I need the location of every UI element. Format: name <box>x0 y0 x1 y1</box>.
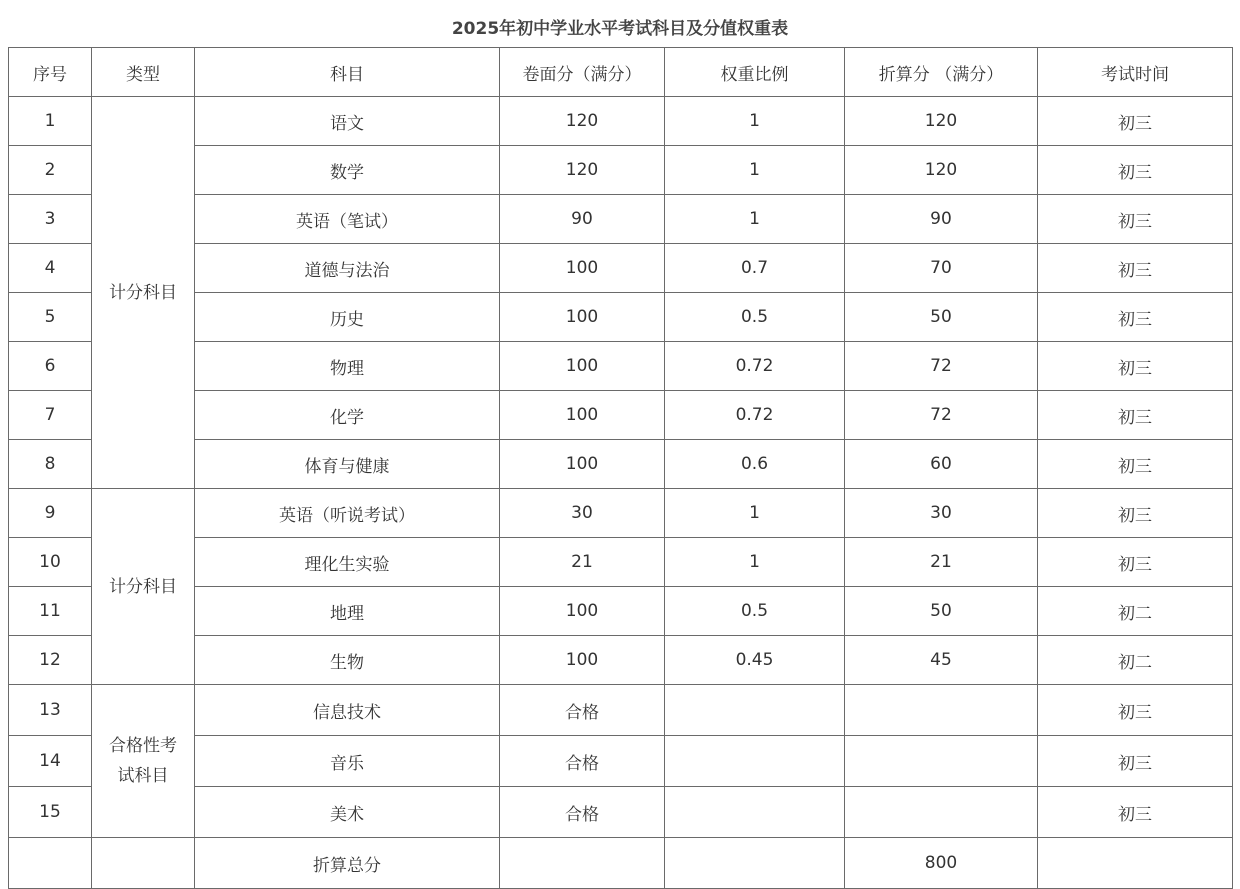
table-title: 2025年初中学业水平考试科目及分值权重表 <box>451 19 789 39</box>
total-converted: 800 <box>845 838 1038 889</box>
cell-no: 1 <box>9 97 92 146</box>
cell-time: 初三 <box>1038 146 1233 195</box>
type-cell-scored-2: 计分科目 <box>92 489 195 685</box>
cell-score: 100 <box>500 391 665 440</box>
cell-score: 30 <box>500 489 665 538</box>
cell-subject: 美术 <box>195 787 500 838</box>
cell-weight: 0.5 <box>665 587 845 636</box>
cell-converted: 50 <box>845 293 1038 342</box>
header-cell-time: 考试时间 <box>1038 48 1233 97</box>
cell-time: 初三 <box>1038 736 1233 787</box>
cell-converted: 120 <box>845 146 1038 195</box>
cell-time: 初三 <box>1038 195 1233 244</box>
score-weight-table <box>8 47 1233 889</box>
cell-score: 100 <box>500 636 665 685</box>
cell-weight <box>665 736 845 787</box>
cell-weight: 0.6 <box>665 440 845 489</box>
cell-score: 合格 <box>500 736 665 787</box>
cell-no: 3 <box>9 195 92 244</box>
type-label-line: 试科目 <box>117 766 169 786</box>
cell-weight: 0.7 <box>665 244 845 293</box>
cell-time: 初三 <box>1038 489 1233 538</box>
cell-no: 11 <box>9 587 92 636</box>
cell-weight-empty <box>665 838 845 889</box>
type-cell-scored: 计分科目 <box>92 97 195 489</box>
cell-weight: 0.5 <box>665 293 845 342</box>
cell-score: 合格 <box>500 685 665 736</box>
cell-subject: 生物 <box>195 636 500 685</box>
cell-subject: 物理 <box>195 342 500 391</box>
cell-no: 14 <box>9 736 92 787</box>
cell-subject: 历史 <box>195 293 500 342</box>
cell-weight: 0.45 <box>665 636 845 685</box>
cell-time: 初三 <box>1038 538 1233 587</box>
header-cell-converted: 折算分 （满分） <box>845 48 1038 97</box>
cell-weight: 0.72 <box>665 391 845 440</box>
cell-time: 初三 <box>1038 685 1233 736</box>
cell-time: 初三 <box>1038 440 1233 489</box>
cell-time: 初三 <box>1038 787 1233 838</box>
cell-no: 9 <box>9 489 92 538</box>
cell-time: 初三 <box>1038 97 1233 146</box>
cell-score: 100 <box>500 440 665 489</box>
cell-time: 初二 <box>1038 636 1233 685</box>
cell-subject: 英语（听说考试） <box>195 489 500 538</box>
cell-no: 5 <box>9 293 92 342</box>
cell-no: 12 <box>9 636 92 685</box>
cell-no: 8 <box>9 440 92 489</box>
cell-time: 初二 <box>1038 587 1233 636</box>
cell-converted <box>845 736 1038 787</box>
header-cell-no: 序号 <box>9 48 92 97</box>
type-cell-qualification <box>92 685 195 838</box>
cell-subject: 信息技术 <box>195 685 500 736</box>
cell-weight <box>665 787 845 838</box>
cell-weight: 1 <box>665 538 845 587</box>
cell-weight: 0.72 <box>665 342 845 391</box>
total-label: 折算总分 <box>195 838 500 889</box>
cell-time: 初三 <box>1038 293 1233 342</box>
table-row <box>9 685 1233 736</box>
cell-score: 100 <box>500 342 665 391</box>
cell-converted: 72 <box>845 342 1038 391</box>
cell-converted: 90 <box>845 195 1038 244</box>
cell-weight <box>665 685 845 736</box>
cell-converted: 72 <box>845 391 1038 440</box>
cell-converted <box>845 787 1038 838</box>
cell-time: 初三 <box>1038 244 1233 293</box>
cell-no: 10 <box>9 538 92 587</box>
cell-converted: 120 <box>845 97 1038 146</box>
header-cell-type: 类型 <box>92 48 195 97</box>
total-row <box>9 838 1233 889</box>
cell-no-empty <box>9 838 92 889</box>
cell-subject: 地理 <box>195 587 500 636</box>
cell-no: 13 <box>9 685 92 736</box>
header-cell-score: 卷面分（满分） <box>500 48 665 97</box>
cell-converted: 30 <box>845 489 1038 538</box>
cell-subject: 理化生实验 <box>195 538 500 587</box>
cell-weight: 1 <box>665 97 845 146</box>
cell-converted <box>845 685 1038 736</box>
cell-subject: 数学 <box>195 146 500 195</box>
header-row <box>9 48 1233 97</box>
cell-subject: 英语（笔试） <box>195 195 500 244</box>
cell-score: 120 <box>500 146 665 195</box>
cell-subject: 音乐 <box>195 736 500 787</box>
cell-converted: 60 <box>845 440 1038 489</box>
cell-score: 100 <box>500 293 665 342</box>
table-row <box>9 489 1233 538</box>
cell-score-empty <box>500 838 665 889</box>
cell-no: 2 <box>9 146 92 195</box>
cell-time: 初三 <box>1038 342 1233 391</box>
cell-score: 合格 <box>500 787 665 838</box>
cell-no: 6 <box>9 342 92 391</box>
cell-no: 7 <box>9 391 92 440</box>
cell-type-empty <box>92 838 195 889</box>
cell-subject: 语文 <box>195 97 500 146</box>
cell-time: 初三 <box>1038 391 1233 440</box>
cell-score: 21 <box>500 538 665 587</box>
cell-converted: 45 <box>845 636 1038 685</box>
cell-subject: 道德与法治 <box>195 244 500 293</box>
cell-subject: 化学 <box>195 391 500 440</box>
cell-no: 15 <box>9 787 92 838</box>
table-row <box>9 97 1233 146</box>
cell-score: 120 <box>500 97 665 146</box>
cell-converted: 70 <box>845 244 1038 293</box>
cell-weight: 1 <box>665 146 845 195</box>
cell-weight: 1 <box>665 489 845 538</box>
cell-weight: 1 <box>665 195 845 244</box>
cell-score: 100 <box>500 587 665 636</box>
cell-score: 100 <box>500 244 665 293</box>
cell-no: 4 <box>9 244 92 293</box>
cell-subject: 体育与健康 <box>195 440 500 489</box>
type-label-line: 合格性考 <box>109 736 177 756</box>
header-cell-weight: 权重比例 <box>665 48 845 97</box>
cell-time-empty <box>1038 838 1233 889</box>
cell-converted: 50 <box>845 587 1038 636</box>
cell-score: 90 <box>500 195 665 244</box>
header-cell-subject: 科目 <box>195 48 500 97</box>
cell-converted: 21 <box>845 538 1038 587</box>
